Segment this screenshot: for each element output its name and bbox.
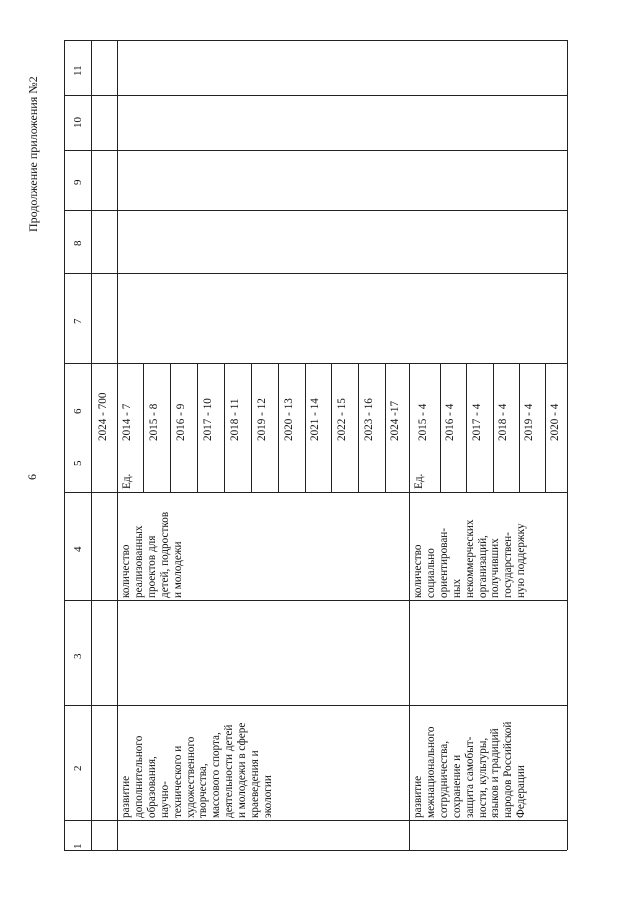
column-header-1: 1 (72, 843, 84, 849)
row2-direction-text: развитие (412, 775, 424, 818)
row-divider (409, 363, 410, 850)
column-divider (64, 363, 567, 364)
row1-direction-text: дополнительного (132, 735, 145, 818)
row1-year-value: 2018 - 11 (229, 398, 241, 441)
row1-direction-text: развитие (120, 775, 132, 818)
year-cell-divider (545, 363, 546, 492)
row2-indicator-text: социально (424, 548, 437, 598)
year-cell-divider (493, 363, 494, 492)
row1-year-value: 2016 - 9 (175, 403, 187, 441)
column-header-7: 7 (72, 318, 84, 324)
table-border-bottom (64, 850, 567, 851)
column-divider (64, 600, 567, 601)
row2-direction-text: Федерации (515, 765, 528, 818)
column-divider (64, 492, 567, 493)
row2-direction-text: сохранение и (450, 754, 463, 818)
row2-indicator-text: ных (450, 578, 463, 598)
continuation-label: Продолжение приложения №2 (26, 76, 40, 232)
column-divider (64, 273, 567, 274)
row1-direction-text: деятельности детей (223, 724, 236, 818)
column-divider (64, 210, 567, 211)
row2-year-value: 2020 - 4 (549, 403, 561, 441)
row1-direction-text: краеведения и (249, 750, 261, 818)
column-header-9: 9 (72, 179, 84, 185)
row2-indicator-text: некоммерческих (463, 519, 476, 598)
row2-indicator-text: получивших (489, 538, 502, 598)
year-cell-divider (331, 363, 332, 492)
row1-direction-text: массового спорта, (210, 732, 223, 818)
header-rule-2 (117, 40, 118, 850)
year-cell-divider (519, 363, 520, 492)
table-border-left (64, 40, 65, 850)
indicator-value: 2024 - 700 (97, 392, 109, 441)
column-header-11: 11 (72, 65, 84, 76)
column-divider (64, 820, 567, 821)
row1-year-value: 2019 - 12 (256, 398, 268, 441)
year-cell-divider (251, 363, 252, 492)
column-divider (64, 705, 567, 706)
year-cell-divider (305, 363, 306, 492)
row2-direction-text: защита самобыт- (463, 736, 476, 818)
column-header-2: 2 (72, 765, 84, 771)
row2-indicator-text: ориентирован- (437, 527, 450, 598)
row1-year-value: 2020 - 13 (283, 398, 295, 441)
row1-indicator-text: проектов для (145, 535, 158, 598)
column-header-4: 4 (72, 546, 84, 552)
year-cell-divider (358, 363, 359, 492)
row1-unit: Ед. (121, 473, 133, 489)
row2-indicator-text: государствен- (502, 532, 515, 598)
table-border-top (64, 40, 567, 41)
year-cell-divider (385, 363, 386, 492)
row1-year-value: 2024 -17 (389, 400, 401, 441)
year-cell-divider (466, 363, 467, 492)
row1-year-value: 2015 - 8 (148, 403, 160, 441)
year-cell-divider (278, 363, 279, 492)
row2-indicator-text: организаций, (476, 535, 489, 598)
row2-unit: Ед. (413, 473, 425, 489)
row2-direction-text: сотрудничества, (437, 740, 450, 818)
header-divider (91, 40, 92, 850)
row1-indicator-text: реализованных (132, 525, 145, 598)
row1-direction-text: экологии (261, 775, 274, 818)
row1-direction-text: образования, (145, 756, 158, 818)
row2-year-value: 2015 - 4 (417, 403, 429, 441)
column-divider (64, 150, 567, 151)
year-cell-divider (170, 363, 171, 492)
row2-year-value: 2016 - 4 (444, 403, 456, 441)
row1-year-value: 2021 - 14 (309, 398, 321, 441)
column-header-6: 6 (72, 408, 84, 414)
row2-direction-text: межнационального (424, 726, 437, 818)
row2-indicator-text: ную поддержку (515, 523, 528, 598)
row2-year-value: 2019 - 4 (523, 403, 535, 441)
row1-indicator-text: детей, подростков (158, 511, 171, 598)
row1-indicator-text: количество (120, 544, 132, 598)
row2-direction-text: ности, культуры, (476, 737, 489, 818)
row1-direction-text: художественного (184, 736, 197, 818)
page-number: 6 (25, 474, 39, 480)
row1-year-value: 2022 - 15 (336, 398, 348, 441)
row2-direction-text: народов Российской (502, 721, 515, 818)
row1-year-value: 2017 - 10 (202, 398, 214, 441)
year-cell-divider (440, 363, 441, 492)
column-header-8: 8 (72, 240, 84, 246)
row1-direction-text: творчества, (197, 763, 210, 818)
table-border-right (567, 40, 568, 850)
row2-indicator-text: количество (412, 544, 424, 598)
row1-year-value: 2023 - 16 (363, 398, 375, 441)
row1-indicator-text: и молодежи (171, 541, 184, 598)
year-cell-divider (143, 363, 144, 492)
row1-year-value: 2014 - 7 (121, 403, 133, 441)
year-cell-divider (197, 363, 198, 492)
row2-year-value: 2017 - 4 (471, 403, 483, 441)
column-header-10: 10 (72, 117, 84, 128)
row1-direction-text: и молодежи в сфере (236, 722, 249, 818)
column-header-5: 5 (72, 460, 84, 466)
column-header-3: 3 (72, 653, 84, 659)
column-divider (64, 95, 567, 96)
row1-direction-text: научно- (158, 781, 171, 818)
year-cell-divider (224, 363, 225, 492)
row2-year-value: 2018 - 4 (497, 403, 509, 441)
row1-direction-text: технического и (171, 745, 184, 818)
row2-direction-text: языков и традиций (489, 728, 502, 818)
